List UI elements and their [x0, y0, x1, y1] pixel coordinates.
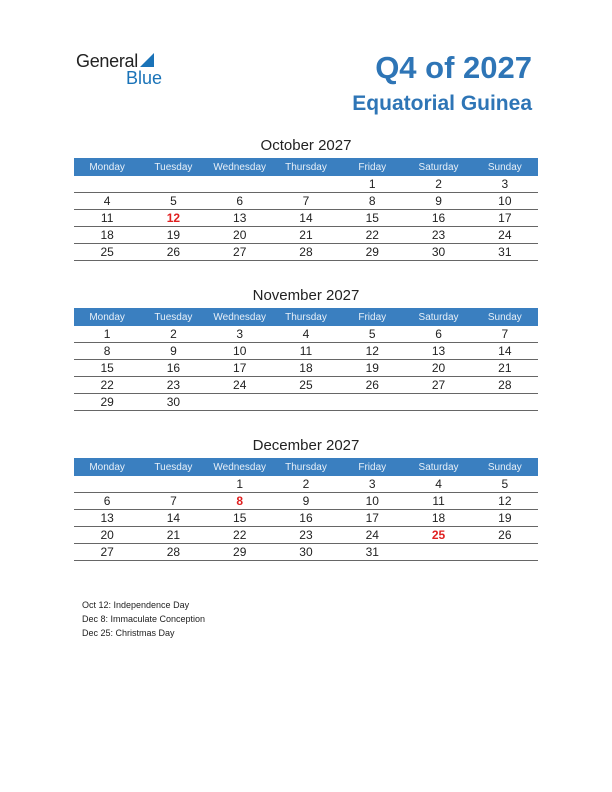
day-cell: 11 [405, 493, 471, 510]
weekday-header: Tuesday [140, 308, 206, 326]
day-cell: 4 [273, 326, 339, 343]
weekday-header-row [74, 308, 538, 326]
weekday-header: Sunday [472, 308, 538, 326]
day-cell: 19 [140, 227, 206, 244]
day-cell: 16 [405, 210, 471, 227]
day-cell: 1 [339, 176, 405, 193]
day-cell: 26 [140, 244, 206, 261]
weekday-header: Friday [339, 308, 405, 326]
day-cell: 3 [339, 476, 405, 493]
day-cell: 19 [339, 360, 405, 377]
week-row [74, 326, 538, 343]
day-cell: 12 [140, 210, 206, 227]
day-cell: 8 [207, 493, 273, 510]
weekday-header: Thursday [273, 308, 339, 326]
day-cell [472, 394, 538, 411]
day-cell: 21 [273, 227, 339, 244]
day-cell [273, 176, 339, 193]
day-cell: 27 [74, 544, 140, 561]
day-cell: 24 [207, 377, 273, 394]
weekday-header: Monday [74, 308, 140, 326]
day-cell [74, 176, 140, 193]
day-cell: 12 [472, 493, 538, 510]
day-cell [405, 544, 471, 561]
day-cell: 29 [339, 244, 405, 261]
day-cell [273, 394, 339, 411]
weekday-header-row [74, 458, 538, 476]
day-cell: 10 [339, 493, 405, 510]
month-title: November 2027 [252, 287, 360, 304]
weekday-header: Monday [74, 458, 140, 476]
month-title: October 2027 [260, 137, 352, 154]
day-cell: 22 [207, 527, 273, 544]
week-row [74, 227, 538, 244]
day-cell: 24 [339, 527, 405, 544]
day-cell [140, 476, 206, 493]
holiday-item: Dec 8: Immaculate Conception [82, 614, 206, 624]
day-cell: 15 [339, 210, 405, 227]
day-cell: 30 [140, 394, 206, 411]
day-cell: 21 [472, 360, 538, 377]
weekday-header: Wednesday [207, 458, 273, 476]
weekday-header: Tuesday [140, 458, 206, 476]
day-cell: 18 [273, 360, 339, 377]
logo-blue-text: Blue [126, 68, 163, 88]
day-cell: 7 [140, 493, 206, 510]
day-cell: 2 [405, 176, 471, 193]
day-cell: 26 [339, 377, 405, 394]
day-cell: 9 [140, 343, 206, 360]
day-cell: 18 [405, 510, 471, 527]
week-row [74, 176, 538, 193]
day-cell: 20 [74, 527, 140, 544]
day-cell: 31 [339, 544, 405, 561]
month-title: December 2027 [252, 437, 360, 454]
day-cell: 8 [339, 193, 405, 210]
day-cell: 22 [339, 227, 405, 244]
month-december [74, 436, 538, 561]
country-name: Equatorial Guinea [352, 92, 532, 115]
day-cell: 5 [339, 326, 405, 343]
day-cell: 13 [207, 210, 273, 227]
day-cell [140, 176, 206, 193]
weekday-header: Thursday [273, 158, 339, 176]
day-cell: 9 [273, 493, 339, 510]
week-row [74, 394, 538, 411]
day-cell: 26 [472, 527, 538, 544]
calendar-table [74, 458, 538, 561]
day-cell [207, 176, 273, 193]
day-cell: 7 [472, 326, 538, 343]
week-row [74, 493, 538, 510]
day-cell: 7 [273, 193, 339, 210]
day-cell: 11 [273, 343, 339, 360]
day-cell: 2 [273, 476, 339, 493]
logo-general-text: General [76, 51, 138, 71]
week-row [74, 377, 538, 394]
day-cell: 14 [472, 343, 538, 360]
weekday-header: Thursday [273, 458, 339, 476]
day-cell: 25 [74, 244, 140, 261]
day-cell: 5 [472, 476, 538, 493]
day-cell: 6 [405, 326, 471, 343]
month-november [74, 286, 538, 411]
day-cell: 23 [140, 377, 206, 394]
day-cell: 3 [207, 326, 273, 343]
day-cell: 10 [472, 193, 538, 210]
day-cell: 28 [140, 544, 206, 561]
week-row [74, 476, 538, 493]
day-cell: 13 [405, 343, 471, 360]
week-row [74, 343, 538, 360]
day-cell: 13 [74, 510, 140, 527]
day-cell: 30 [273, 544, 339, 561]
day-cell: 12 [339, 343, 405, 360]
weekday-header: Sunday [472, 158, 538, 176]
day-cell [472, 544, 538, 561]
day-cell: 23 [273, 527, 339, 544]
day-cell [339, 394, 405, 411]
day-cell: 16 [273, 510, 339, 527]
weekday-header-row [74, 158, 538, 176]
week-row [74, 210, 538, 227]
weekday-header: Monday [74, 158, 140, 176]
holiday-list [82, 598, 205, 640]
logo [76, 52, 162, 86]
day-cell: 27 [405, 377, 471, 394]
week-row [74, 544, 538, 561]
weekday-header: Sunday [472, 458, 538, 476]
weekday-header: Tuesday [140, 158, 206, 176]
day-cell [74, 476, 140, 493]
day-cell: 17 [339, 510, 405, 527]
day-cell: 31 [472, 244, 538, 261]
day-cell: 20 [405, 360, 471, 377]
page-title: Q4 of 2027 [375, 50, 532, 85]
calendar-table [74, 308, 538, 411]
week-row [74, 527, 538, 544]
weekday-header: Friday [339, 458, 405, 476]
holiday-item: Dec 25: Christmas Day [82, 628, 175, 638]
weekday-header: Saturday [405, 158, 471, 176]
day-cell: 16 [140, 360, 206, 377]
day-cell: 14 [273, 210, 339, 227]
day-cell: 3 [472, 176, 538, 193]
week-row [74, 244, 538, 261]
day-cell: 29 [207, 544, 273, 561]
day-cell: 9 [405, 193, 471, 210]
day-cell: 15 [74, 360, 140, 377]
logo-triangle-icon [140, 53, 154, 67]
day-cell: 23 [405, 227, 471, 244]
day-cell: 14 [140, 510, 206, 527]
day-cell: 4 [405, 476, 471, 493]
week-row [74, 510, 538, 527]
day-cell: 17 [207, 360, 273, 377]
day-cell: 28 [472, 377, 538, 394]
day-cell: 1 [74, 326, 140, 343]
day-cell: 22 [74, 377, 140, 394]
day-cell: 28 [273, 244, 339, 261]
day-cell: 1 [207, 476, 273, 493]
week-row [74, 360, 538, 377]
day-cell [207, 394, 273, 411]
day-cell: 8 [74, 343, 140, 360]
day-cell: 6 [207, 193, 273, 210]
weekday-header: Wednesday [207, 308, 273, 326]
day-cell: 30 [405, 244, 471, 261]
day-cell: 25 [273, 377, 339, 394]
day-cell: 11 [74, 210, 140, 227]
day-cell: 15 [207, 510, 273, 527]
month-october [74, 136, 538, 261]
day-cell: 21 [140, 527, 206, 544]
week-row [74, 193, 538, 210]
day-cell: 2 [140, 326, 206, 343]
day-cell: 25 [405, 527, 471, 544]
day-cell: 27 [207, 244, 273, 261]
weekday-header: Saturday [405, 308, 471, 326]
weekday-header: Saturday [405, 458, 471, 476]
day-cell: 19 [472, 510, 538, 527]
holiday-item: Oct 12: Independence Day [82, 600, 190, 610]
weekday-header: Friday [339, 158, 405, 176]
day-cell [405, 394, 471, 411]
day-cell: 20 [207, 227, 273, 244]
day-cell: 4 [74, 193, 140, 210]
calendar-table [74, 158, 538, 261]
day-cell: 6 [74, 493, 140, 510]
day-cell: 10 [207, 343, 273, 360]
weekday-header: Wednesday [207, 158, 273, 176]
day-cell: 17 [472, 210, 538, 227]
day-cell: 24 [472, 227, 538, 244]
day-cell: 29 [74, 394, 140, 411]
day-cell: 5 [140, 193, 206, 210]
day-cell: 18 [74, 227, 140, 244]
